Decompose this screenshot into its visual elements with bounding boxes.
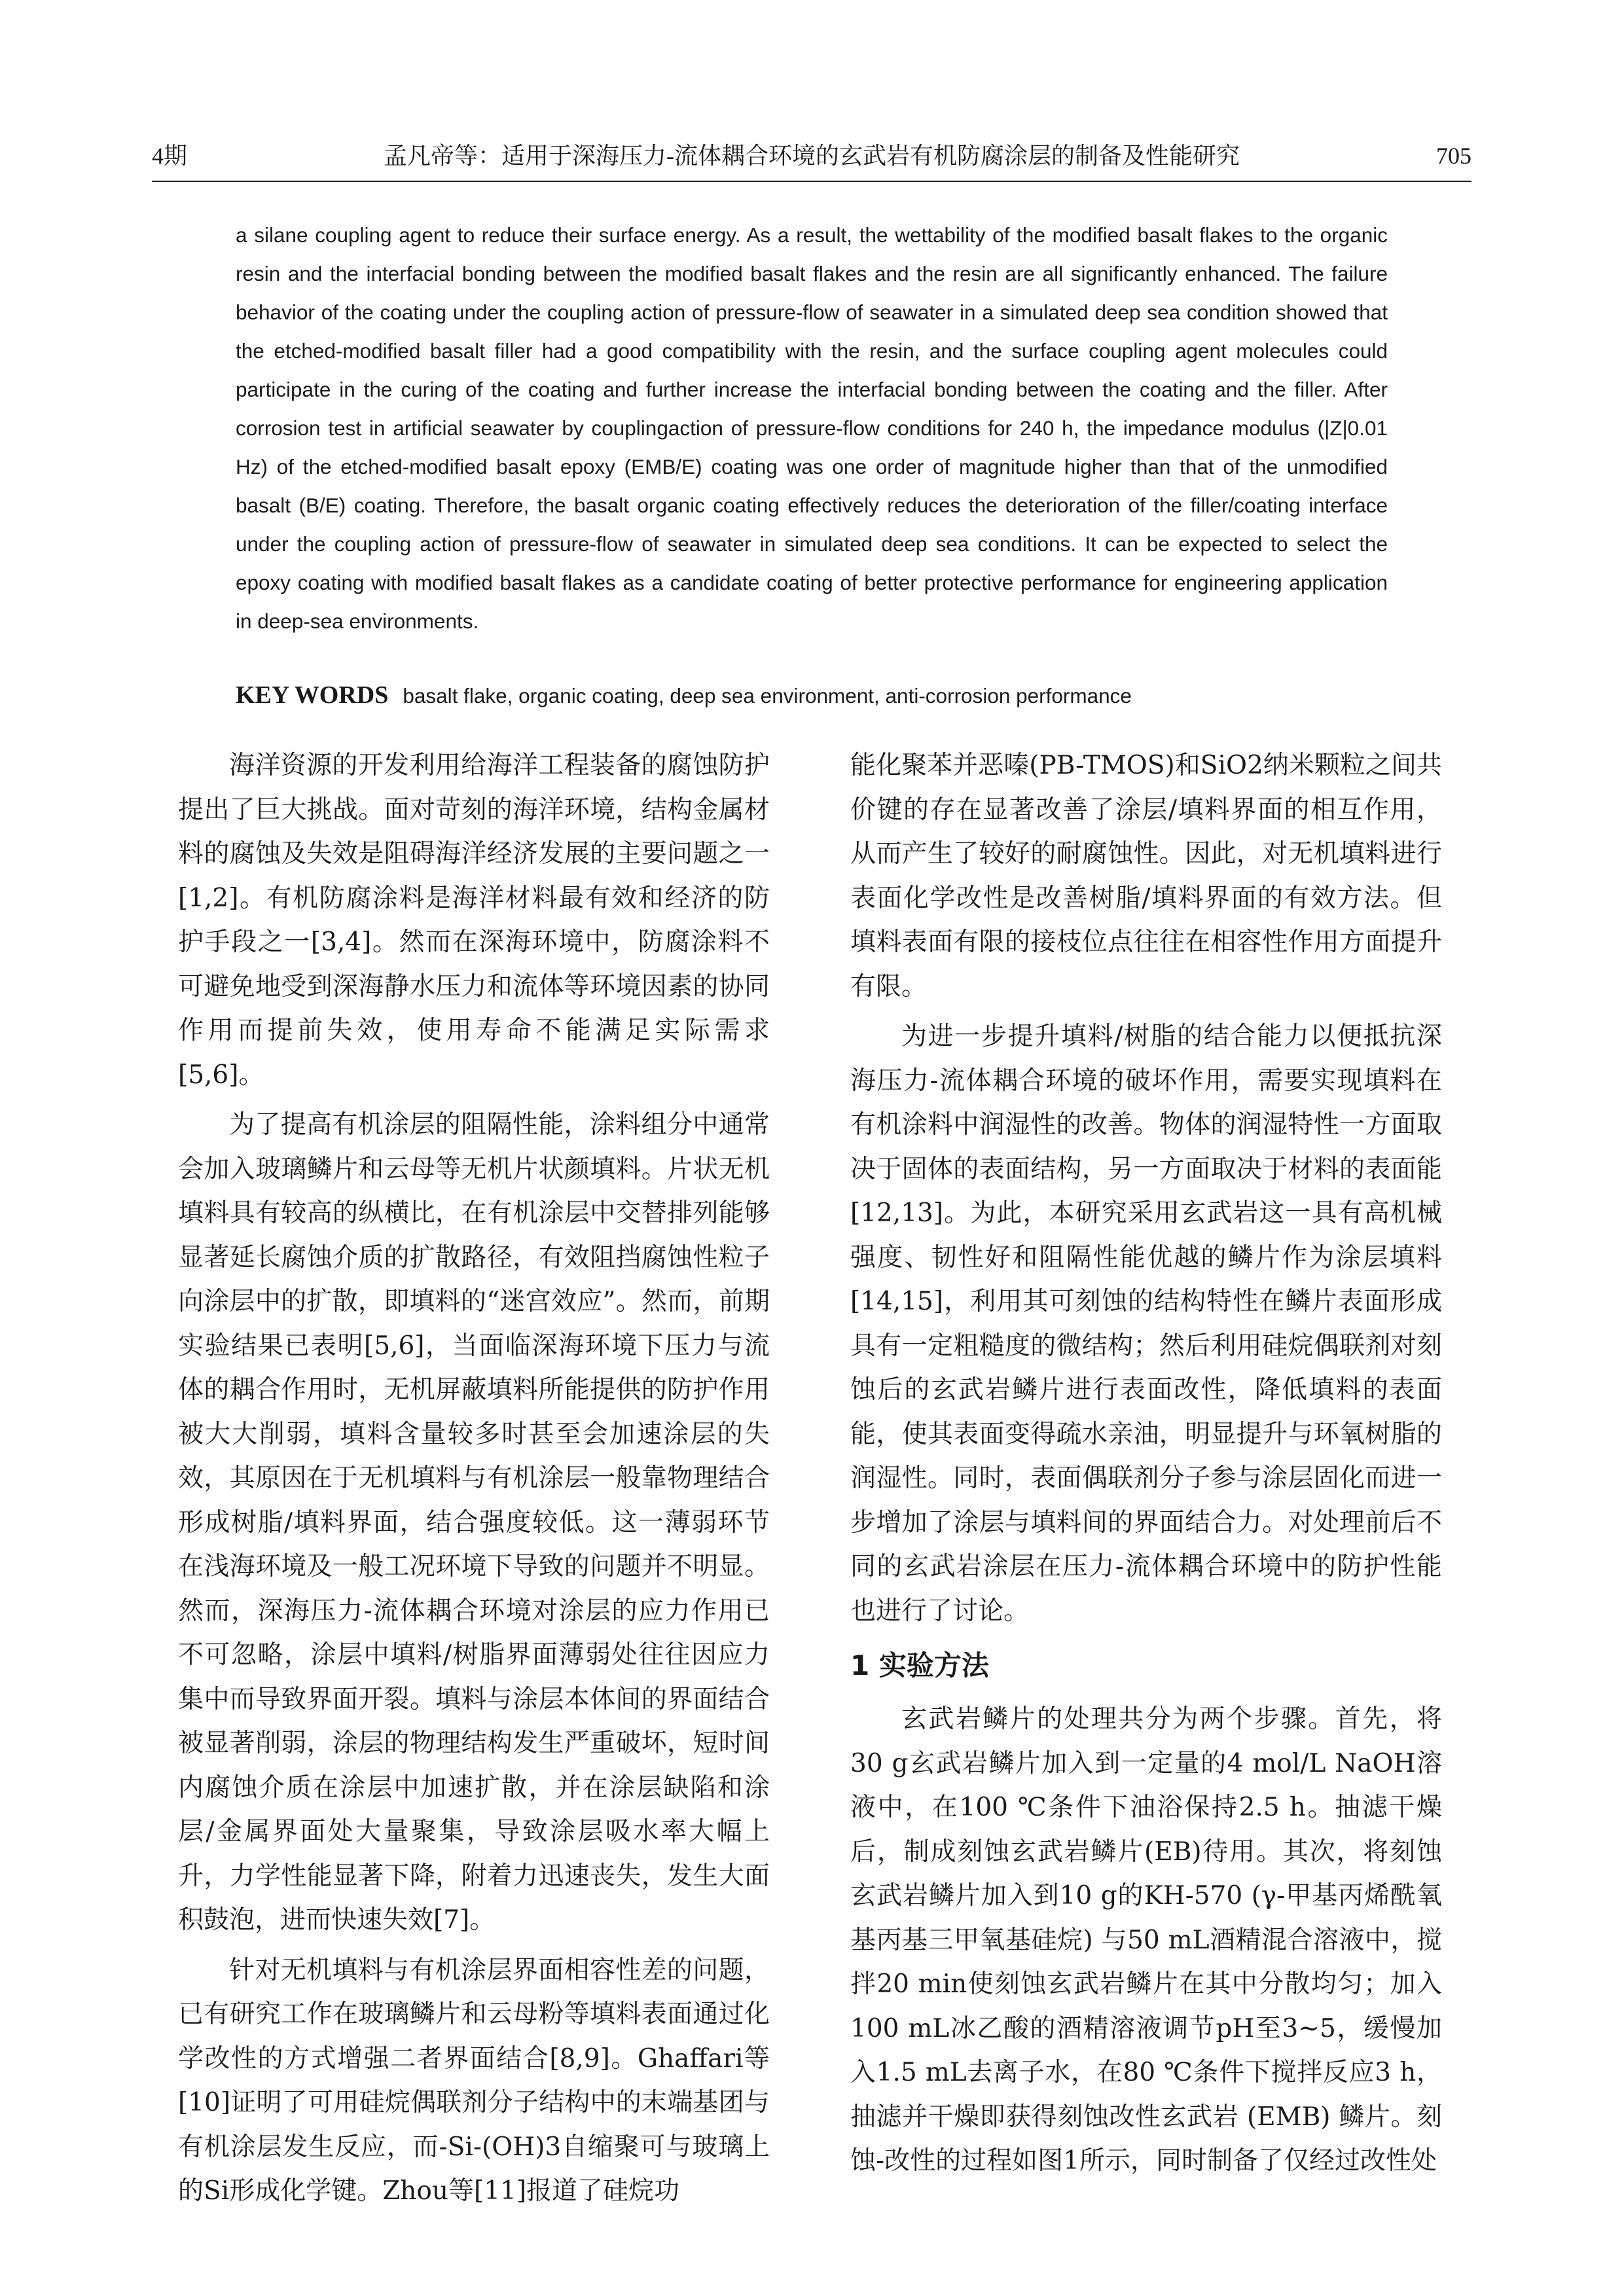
right-paragraph-3: 玄武岩鳞片的处理共分为两个步骤。首先，将30 g玄武岩鳞片加入到一定量的4 mol/L NaOH溶液中，在100 ℃条件下油浴保持2.5 h。抽滤干燥后，制成刻蚀玄武岩鳞片(EB)待用。其次，将刻蚀玄武岩鳞片加入到10 g的KH-570 (γ-甲基丙烯酰氧基丙基三甲氧基硅烷) 与50 mL酒精混合溶液中，搅拌20 min使刻蚀玄武岩鳞片在其中分散均匀；加入100 mL冰乙酸的酒精溶液调节pH至3~5，缓慢加入1.5 mL去离子水，在80 ℃条件下搅拌反应3 h，抽滤并干燥即获得刻蚀改性玄武岩 (EMB) 鳞片。刻蚀-改性的过程如图1所示，同时制备了仅经过改性处	[850, 1704, 1442, 2176]
right-paragraph-2: 为进一步提升填料/树脂的结合能力以便抵抗深海压力-流体耦合环境的破坏作用，需要实现填料在有机涂料中润湿性的改善。物体的润湿特性一方面取决于固体的表面结构，另一方面取决于材料的表面能[12,13]。为此，本研究采用玄武岩这一具有高机械强度、韧性好和阻隔性能优越的鳞片作为涂层填料[14,15]，利用其可刻蚀的结构特性在鳞片表面形成具有一定粗糙度的微结构；然后利用硅烷偶联剂对刻蚀后的玄武岩鳞片进行表面改性，降低填料的表面能，使其表面变得疏水亲油，明显提升与环氧树脂的润湿性。同时，表面偶联剂分子参与涂层固化而进一步增加了涂层与填料间的界面结合力。对处理前后不同的玄武岩涂层在压力-流体耦合环境中的防护性能也进行了讨论。	[850, 1022, 1442, 1626]
abstract-text: a silane coupling agent to reduce their surface energy. As a result, the wettability of the modified basalt flakes to the organic resin and the interfacial bonding between the modified basalt flakes and the resin are all significantly enhanced. The failure behavior of the coating under the coupling action of pressure-flow of seawater in a simulated deep sea condition showed that the etched-modified basalt filler had a good compatibility with the resin, and the surface coupling agent molecules could participate in the curing of the coating and further increase the interfacial bonding between the coating and the filler. After corrosion test in artificial seawater by couplingaction of pressure-flow conditions for 240 h, the impedance modulus (|Z|0.01 Hz) of the etched-modified basalt epoxy (EMB/E) coating was one order of magnitude higher than that of the unmodified basalt (B/E) coating. Therefore, the basalt organic coating effectively reduces the deterioration of the filler/coating interface under the coupling action of pressure-flow of seawater in simulated deep sea conditions. It can be expected to select the epoxy coating with modified basalt flakes as a candidate coating of better protective performance for engineering application in deep-sea environments.	[236, 223, 1388, 633]
abstract-continuation	[236, 216, 1388, 641]
right-paragraph-1: 能化聚苯并恶嗪(PB-TMOS)和SiO2纳米颗粒之间共价键的存在显著改善了涂层/填料界面的相互作用，从而产生了较好的耐腐蚀性。因此，对无机填料进行表面化学改性是改善树脂/填料界面的有效方法。但填料表面有限的接枝位点往往在相容性作用方面提升有限。	[850, 751, 1442, 1001]
right-column	[850, 744, 1442, 2183]
issue-number: 4期	[152, 143, 188, 169]
running-header	[152, 137, 1471, 182]
left-paragraph-2: 为了提高有机涂层的阻隔性能，涂料组分中通常会加入玻璃鳞片和云母等无机片状颜填料。片状无机填料具有较高的纵横比，在有机涂层中交替排列能够显著延长腐蚀介质的扩散路径，有效阻挡腐蚀性粒子向涂层中的扩散，即填料的“迷宫效应”。然而，前期实验结果已表明[5,6]，当面临深海环境下压力与流体的耦合作用时，无机屏蔽填料所能提供的防护作用被大大削弱，填料含量较多时甚至会加速涂层的失效，其原因在于无机填料与有机涂层一般靠物理结合形成树脂/填料界面，结合强度较低。这一薄弱环节在浅海环境及一般工况环境下导致的问题并不明显。然而，深海压力-流体耦合环境对涂层的应力作用已不可忽略，涂层中填料/树脂界面薄弱处往往因应力集中而导致界面开裂。填料与涂层本体间的界面结合被显著削弱，涂层的物理结构发生严重破坏，短时间内腐蚀介质在涂层中加速扩散，并在涂层缺陷和涂层/金属界面处大量聚集，导致涂层吸水率大幅上升，力学性能显著下降，附着力迅速丧失，发生大面积鼓泡，进而快速失效[7]。	[178, 1110, 770, 1935]
keywords-label: KEY WORDS	[236, 681, 389, 709]
keywords-text: basalt flake, organic coating, deep sea environment, anti-corrosion performance	[403, 684, 1132, 708]
left-paragraph-1: 海洋资源的开发利用给海洋工程装备的腐蚀防护提出了巨大挑战。面对苛刻的海洋环境，结构金属材料的腐蚀及失效是阻碍海洋经济发展的主要问题之一[1,2]。有机防腐涂料是海洋材料最有效和经济的防护手段之一[3,4]。然而在深海环境中，防腐涂料不可避免地受到深海静水压力和流体等环境因素的协同作用而提前失效，使用寿命不能满足实际需求[5,6]。	[178, 751, 770, 1090]
running-title: 孟凡帝等：适用于深海压力-流体耦合环境的玄武岩有机防腐涂层的制备及性能研究	[384, 143, 1240, 169]
section-heading: 1 实验方法	[850, 1649, 989, 1681]
left-column	[178, 744, 770, 2214]
left-paragraph-3: 针对无机填料与有机涂层界面相容性差的问题，已有研究工作在玻璃鳞片和云母粉等填料表面通过化学改性的方式增强二者界面结合[8,9]。Ghaffari等[10]证明了可用硅烷偶联剂分子结构中的末端基团与有机涂层发生反应，而-Si-(OH)3自缩聚可与玻璃上的Si形成化学键。Zhou等[11]报道了硅烷功	[178, 1955, 770, 2206]
keywords	[236, 676, 1388, 715]
page-number: 705	[1436, 143, 1471, 169]
